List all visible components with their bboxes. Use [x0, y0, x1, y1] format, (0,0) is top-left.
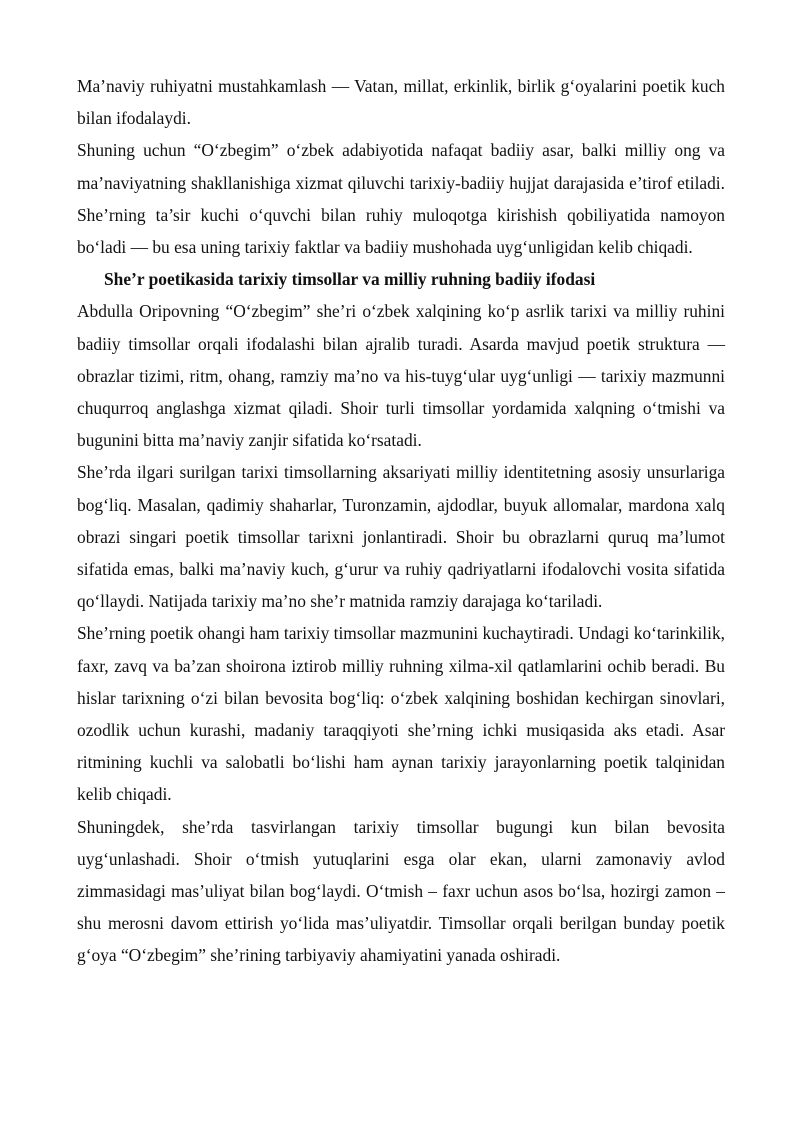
document-page: [77, 70, 725, 972]
paragraph-significance: Shuning uchun “O‘zbegim” o‘zbek adabiyotida nafaqat badiiy asar, balki milliy ong va ma’naviyatning shakllanishiga xizmat qiluvchi tarixiy-badiiy hujjat darajasida e’tirof etiladi. She’rning ta’sir kuchi o‘quvchi bilan ruhiy muloqotga kirishish qobiliyatida namoyon bo‘ladi — bu esa uning tarixiy faktlar va badiiy mushohada uyg‘unligidan kelib chiqadi.: [77, 140, 725, 258]
section-heading: She’r poetikasida tarixiy timsollar va milliy ruhning badiiy ifodasi: [104, 269, 596, 290]
paragraph-poetic-structure: Abdulla Oripovning “O‘zbegim” she’ri o‘zbek xalqining ko‘p asrlik tarixi va milliy ruhini badiiy timsollar orqali ifodalashi bilan ajralib turadi. Asarda mavjud poetik struktura — obrazlar tizimi, ritm, ohang, ramziy ma’no va his-tuyg‘ular uyg‘unligi — tarixiy mazmunni chuqurroq anglashga xizmat qiladi. Shoir turli timsollar yordamida xalqning o‘tmishi va bugunini bitta ma’naviy zanjir sifatida ko‘rsatadi.: [77, 301, 725, 451]
paragraph-poetic-tone: She’rning poetik ohangi ham tarixiy timsollar mazmunini kuchaytiradi. Undagi ko‘tarinkilik, faxr, zavq va ba’zan shoirona iztirob milliy ruhning xilma-xil qatlamlarini ochib beradi. Bu hislar tarixning o‘zi bilan bevosita bog‘liq: o‘zbek xalqining boshidan kechirgan sinovlari, ozodlik uchun kurashi, madaniy taraqqiyoti she’rning ichki musiqasida aks etadi. Asar ritmining kuchli va salobatli bo‘lishi ham aynan tarixiy jarayonlarning poetik talqinidan kelib chiqadi.: [77, 623, 725, 805]
paragraph-intro: Ma’naviy ruhiyatni mustahkamlash — Vatan, millat, erkinlik, birlik g‘oyalarini poetik kuch bilan ifodalaydi.: [77, 76, 725, 129]
paragraph-present-connection: Shuningdek, she’rda tasvirlangan tarixiy timsollar bugungi kun bilan bevosita uyg‘unlashadi. Shoir o‘tmish yutuqlarini esga olar ekan, ularni zamonaviy avlod zimmasidagi mas’uliyat bilan bog‘laydi. O‘tmish – faxr uchun asos bo‘lsa, hozirgi zamon – shu merosni davom ettirish yo‘lida mas’uliyatdir. Timsollar orqali berilgan bunday poetik g‘oya “O‘zbegim” she’rining tarbiyaviy ahamiyatini yanada oshiradi.: [77, 816, 725, 966]
paragraph-historical-symbols: She’rda ilgari surilgan tarixi timsollarning aksariyati milliy identitetning asosiy unsurlariga bog‘liq. Masalan, qadimiy shaharlar, Turonzamin, ajdodlar, buyuk allomalar, mardona xalq obrazi singari poetik timsollar tarixni jonlantiradi. Shoir bu obrazlarni quruq ma’lumot sifatida emas, balki ma’naviy kuch, g‘urur va ruhiy qadriyatlarni ifodalovchi vosita sifatida qo‘llaydi. Natijada tarixiy ma’no she’r matnida ramziy darajaga ko‘tariladi.: [77, 462, 725, 612]
